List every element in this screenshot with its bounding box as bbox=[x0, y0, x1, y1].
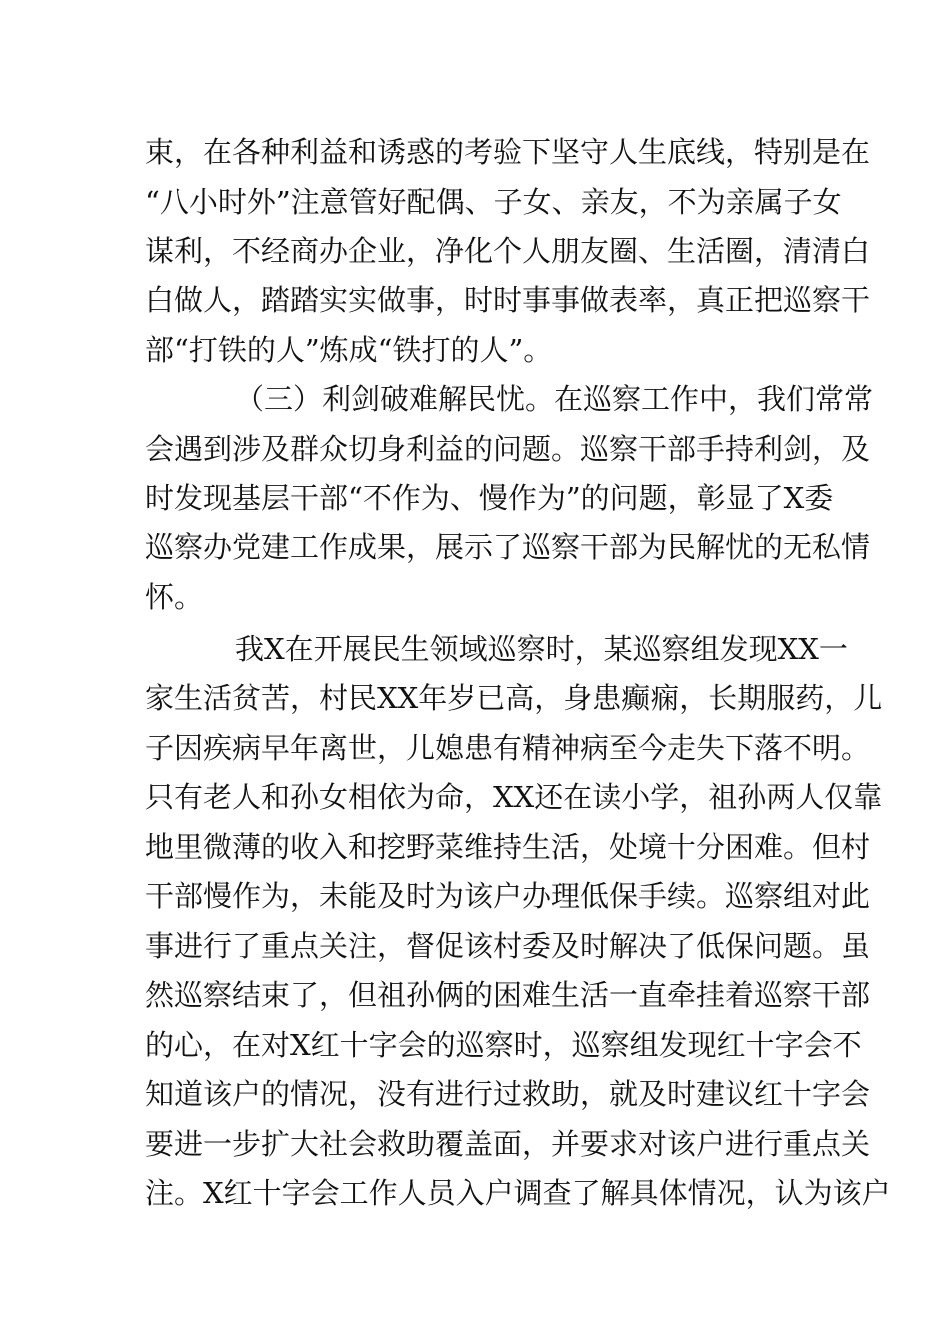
text-line: 注。X红十字会工作人员入户调查了解具体情况，认为该户 bbox=[145, 1176, 891, 1210]
text-line: 子因疾病早年离世，儿媳患有精神病至今走失下落不明。 bbox=[145, 731, 871, 765]
text-line: 部“打铁的人”炼成“铁打的人”。 bbox=[145, 333, 553, 367]
text-line: 谋利，不经商办企业，净化个人朋友圈、生活圈，清清白 bbox=[145, 234, 871, 268]
text-line: 巡察办党建工作成果，展示了巡察干部为民解忧的无私情 bbox=[145, 530, 871, 564]
text-line: 然巡察结束了，但祖孙俩的困难生活一直牵挂着巡察干部 bbox=[145, 978, 871, 1012]
text-line: 白做人，踏踏实实做事，时时事事做表率，真正把巡察干 bbox=[145, 283, 871, 317]
text-line: 地里微薄的收入和挖野菜维持生活，处境十分困难。但村 bbox=[145, 830, 871, 864]
text-line: 干部慢作为，未能及时为该户办理低保手续。巡察组对此 bbox=[145, 879, 871, 913]
text-line: 要进一步扩大社会救助覆盖面，并要求对该户进行重点关 bbox=[145, 1127, 871, 1161]
text-line: “八小时外”注意管好配偶、子女、亲友，不为亲属子女 bbox=[145, 185, 842, 219]
text-line: 时发现基层干部“不作为、慢作为”的问题，彰显了X委 bbox=[145, 481, 834, 515]
text-line: 家生活贫苦，村民XX年岁已高，身患癫痫，长期服药，儿 bbox=[145, 681, 883, 715]
text-line: 知道该户的情况，没有进行过救助，就及时建议红十字会 bbox=[145, 1077, 871, 1111]
section-heading-line: （三）利剑破难解民忧。在巡察工作中，我们常常 bbox=[235, 382, 874, 416]
text-line: 的心，在对X红十字会的巡察时，巡察组发现红十字会不 bbox=[145, 1028, 862, 1062]
text-line: 只有老人和孙女相依为命，XX还在读小学，祖孙两人仅靠 bbox=[145, 780, 883, 814]
text-line: 束，在各种利益和诱惑的考验下坚守人生底线，特别是在 bbox=[145, 135, 871, 169]
text-line: 怀。 bbox=[145, 580, 204, 614]
text-line: 会遇到涉及群众切身利益的问题。巡察干部手持利剑，及 bbox=[145, 432, 871, 466]
paragraph-first-line: 我X在开展民生领域巡察时，某巡察组发现XX一 bbox=[235, 632, 848, 666]
text-line: 事进行了重点关注，督促该村委及时解决了低保问题。虽 bbox=[145, 929, 871, 963]
